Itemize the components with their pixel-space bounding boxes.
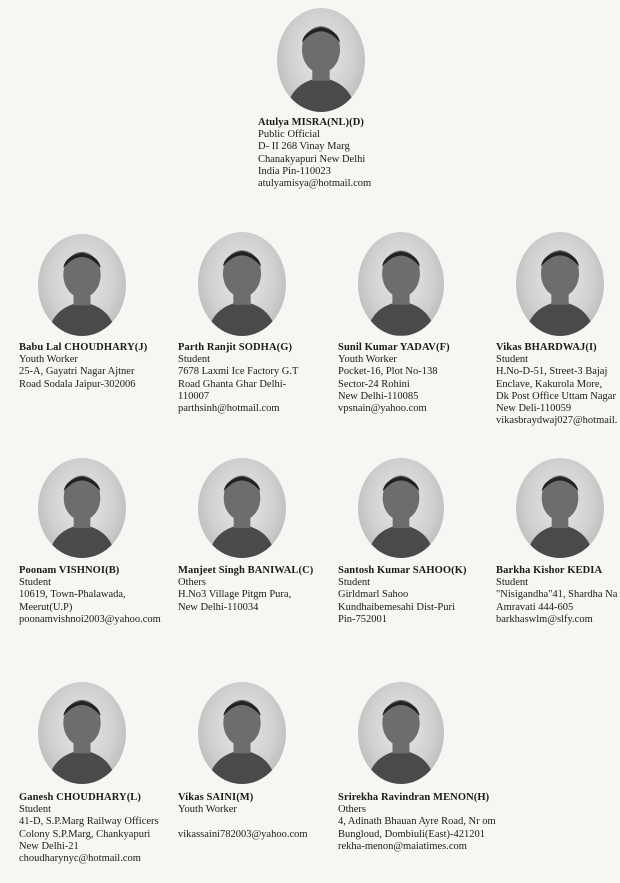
person-address-line: Bungloud, Dombiuli(East)-421201 — [338, 828, 485, 840]
person-email: vpsnain@yahoo.com — [338, 403, 427, 415]
person-role: Others — [338, 804, 366, 816]
person-address-line — [178, 816, 308, 828]
portrait-icon — [38, 682, 126, 784]
person-address-line: 41-D, S.P.Marg Railway Officers — [19, 816, 159, 828]
portrait-icon — [358, 232, 444, 336]
person-address-line: 7678 Laxmi Ice Factory G.T — [178, 366, 299, 378]
person-name: Sunil Kumar YADAV(F) — [338, 342, 450, 353]
portrait-icon — [198, 458, 286, 558]
portrait-icon — [198, 232, 286, 336]
portrait-photo — [38, 234, 126, 336]
person-email: atulyamisya@hotmail.com — [258, 178, 372, 190]
person-role: Public Official — [258, 129, 320, 141]
person-address-line: D- II 268 Vinay Marg — [258, 141, 350, 153]
person-address-line: H.No-D-51, Street-3 Bajaj — [496, 366, 608, 378]
person-role: Student — [178, 354, 211, 366]
portrait-icon — [516, 232, 604, 336]
person-address-line: Meerut(U.P) — [19, 601, 73, 613]
person-address-line: 25-A, Gayatri Nagar Ajtner — [19, 366, 135, 378]
person-address-line: India Pin-110023 — [258, 165, 331, 177]
portrait-icon — [198, 682, 286, 784]
person-name: Poonam VISHNOI(B) — [19, 565, 120, 576]
portrait-photo — [358, 458, 444, 558]
person-address-line: Kundhaibemesahi Dist-Puri — [338, 601, 455, 613]
person-address-line: New Delhi-21 — [19, 840, 79, 852]
portrait-icon — [358, 682, 444, 784]
person-address-line: "Nisigandha"41, Shardha Na — [496, 589, 618, 601]
person-role: Student — [496, 577, 529, 589]
person-address-line: 4, Adinath Bhauan Ayre Road, Nr om — [338, 816, 496, 828]
person-address-line: New Delhi-110085 — [338, 390, 419, 402]
person-role: Youth Worker — [338, 354, 397, 366]
person-name: Vikas SAINI(M) — [178, 792, 254, 803]
person-address-line: New Deli-110059 — [496, 403, 572, 415]
person-address-line: 110007 — [178, 390, 210, 402]
person-email: rekha-menon@maiatimes.com — [338, 840, 467, 852]
person-email: choudharynyc@hotmail.com — [19, 853, 141, 865]
person-role: Youth Worker — [178, 804, 237, 816]
person-address-line: Girldmarl Sahoo — [338, 589, 409, 601]
person-name: Manjeet Singh BANIWAL(C) — [178, 565, 314, 576]
person-role: Student — [496, 354, 529, 366]
person-name: Parth Ranjit SODHA(G) — [178, 342, 293, 353]
portrait-icon — [516, 458, 604, 558]
portrait-photo — [358, 232, 444, 336]
person-address-line: Pocket-16, Plot No-138 — [338, 366, 438, 378]
portrait-photo — [277, 8, 365, 112]
person-email: vikasbraydwaj027@hotmail. — [496, 415, 618, 427]
person-name: Atulya MISRA(NL)(D) — [258, 117, 365, 128]
portrait-photo — [38, 682, 126, 784]
person-address-line: Dk Post Office Uttam Nagar — [496, 390, 616, 402]
person-address-line: 10619, Town-Phalawada, — [19, 589, 126, 601]
person-name: Ganesh CHOUDHARY(L) — [19, 792, 141, 803]
person-role: Student — [19, 804, 52, 816]
portrait-photo — [38, 458, 126, 558]
portrait-photo — [516, 232, 604, 336]
portrait-photo — [198, 458, 286, 558]
person-address-line: Road Ghanta Ghar Delhi- — [178, 378, 287, 390]
person-role: Others — [178, 577, 206, 589]
person-role: Student — [338, 577, 371, 589]
person-name: Santosh Kumar SAHOO(K) — [338, 565, 467, 576]
person-address-line: Pin-752001 — [338, 613, 388, 625]
portrait-photo — [198, 232, 286, 336]
person-email: vikassaini782003@yahoo.com — [178, 828, 308, 840]
person-role: Student — [19, 577, 52, 589]
person-address-line: Enclave, Kakurola More, — [496, 378, 603, 390]
person-name: Vikas BHARDWAJ(I) — [496, 342, 597, 353]
person-address-line: Sector-24 Rohini — [338, 378, 410, 390]
person-role: Youth Worker — [19, 354, 78, 366]
portrait-photo — [198, 682, 286, 784]
portrait-icon — [38, 458, 126, 558]
portrait-photo — [516, 458, 604, 558]
person-email: barkhaswlm@slfy.com — [496, 613, 593, 625]
person-address-line: New Delhi-110034 — [178, 601, 259, 613]
portrait-photo — [358, 682, 444, 784]
person-name: Srirekha Ravindran MENON(H) — [338, 792, 490, 803]
person-name: Babu Lal CHOUDHARY(J) — [19, 342, 148, 353]
person-address-line: Colony S.P.Marg, Chankyapuri — [19, 828, 151, 840]
person-address-line: Road Sodala Jaipur-302006 — [19, 378, 136, 390]
portrait-icon — [358, 458, 444, 558]
person-email: poonamvishnoi2003@yahoo.com — [19, 613, 161, 625]
person-address-line: Amravati 444-605 — [496, 601, 574, 613]
person-address-line: Chanakyapuri New Delhi — [258, 153, 366, 165]
person-address-line: H.No3 Village Pitgm Pura, — [178, 589, 292, 601]
person-name: Barkha Kishor KEDIA — [496, 565, 603, 576]
person-email: parthsinh@hotmail.com — [178, 403, 280, 415]
portrait-icon — [38, 234, 126, 336]
portrait-icon — [277, 8, 365, 112]
